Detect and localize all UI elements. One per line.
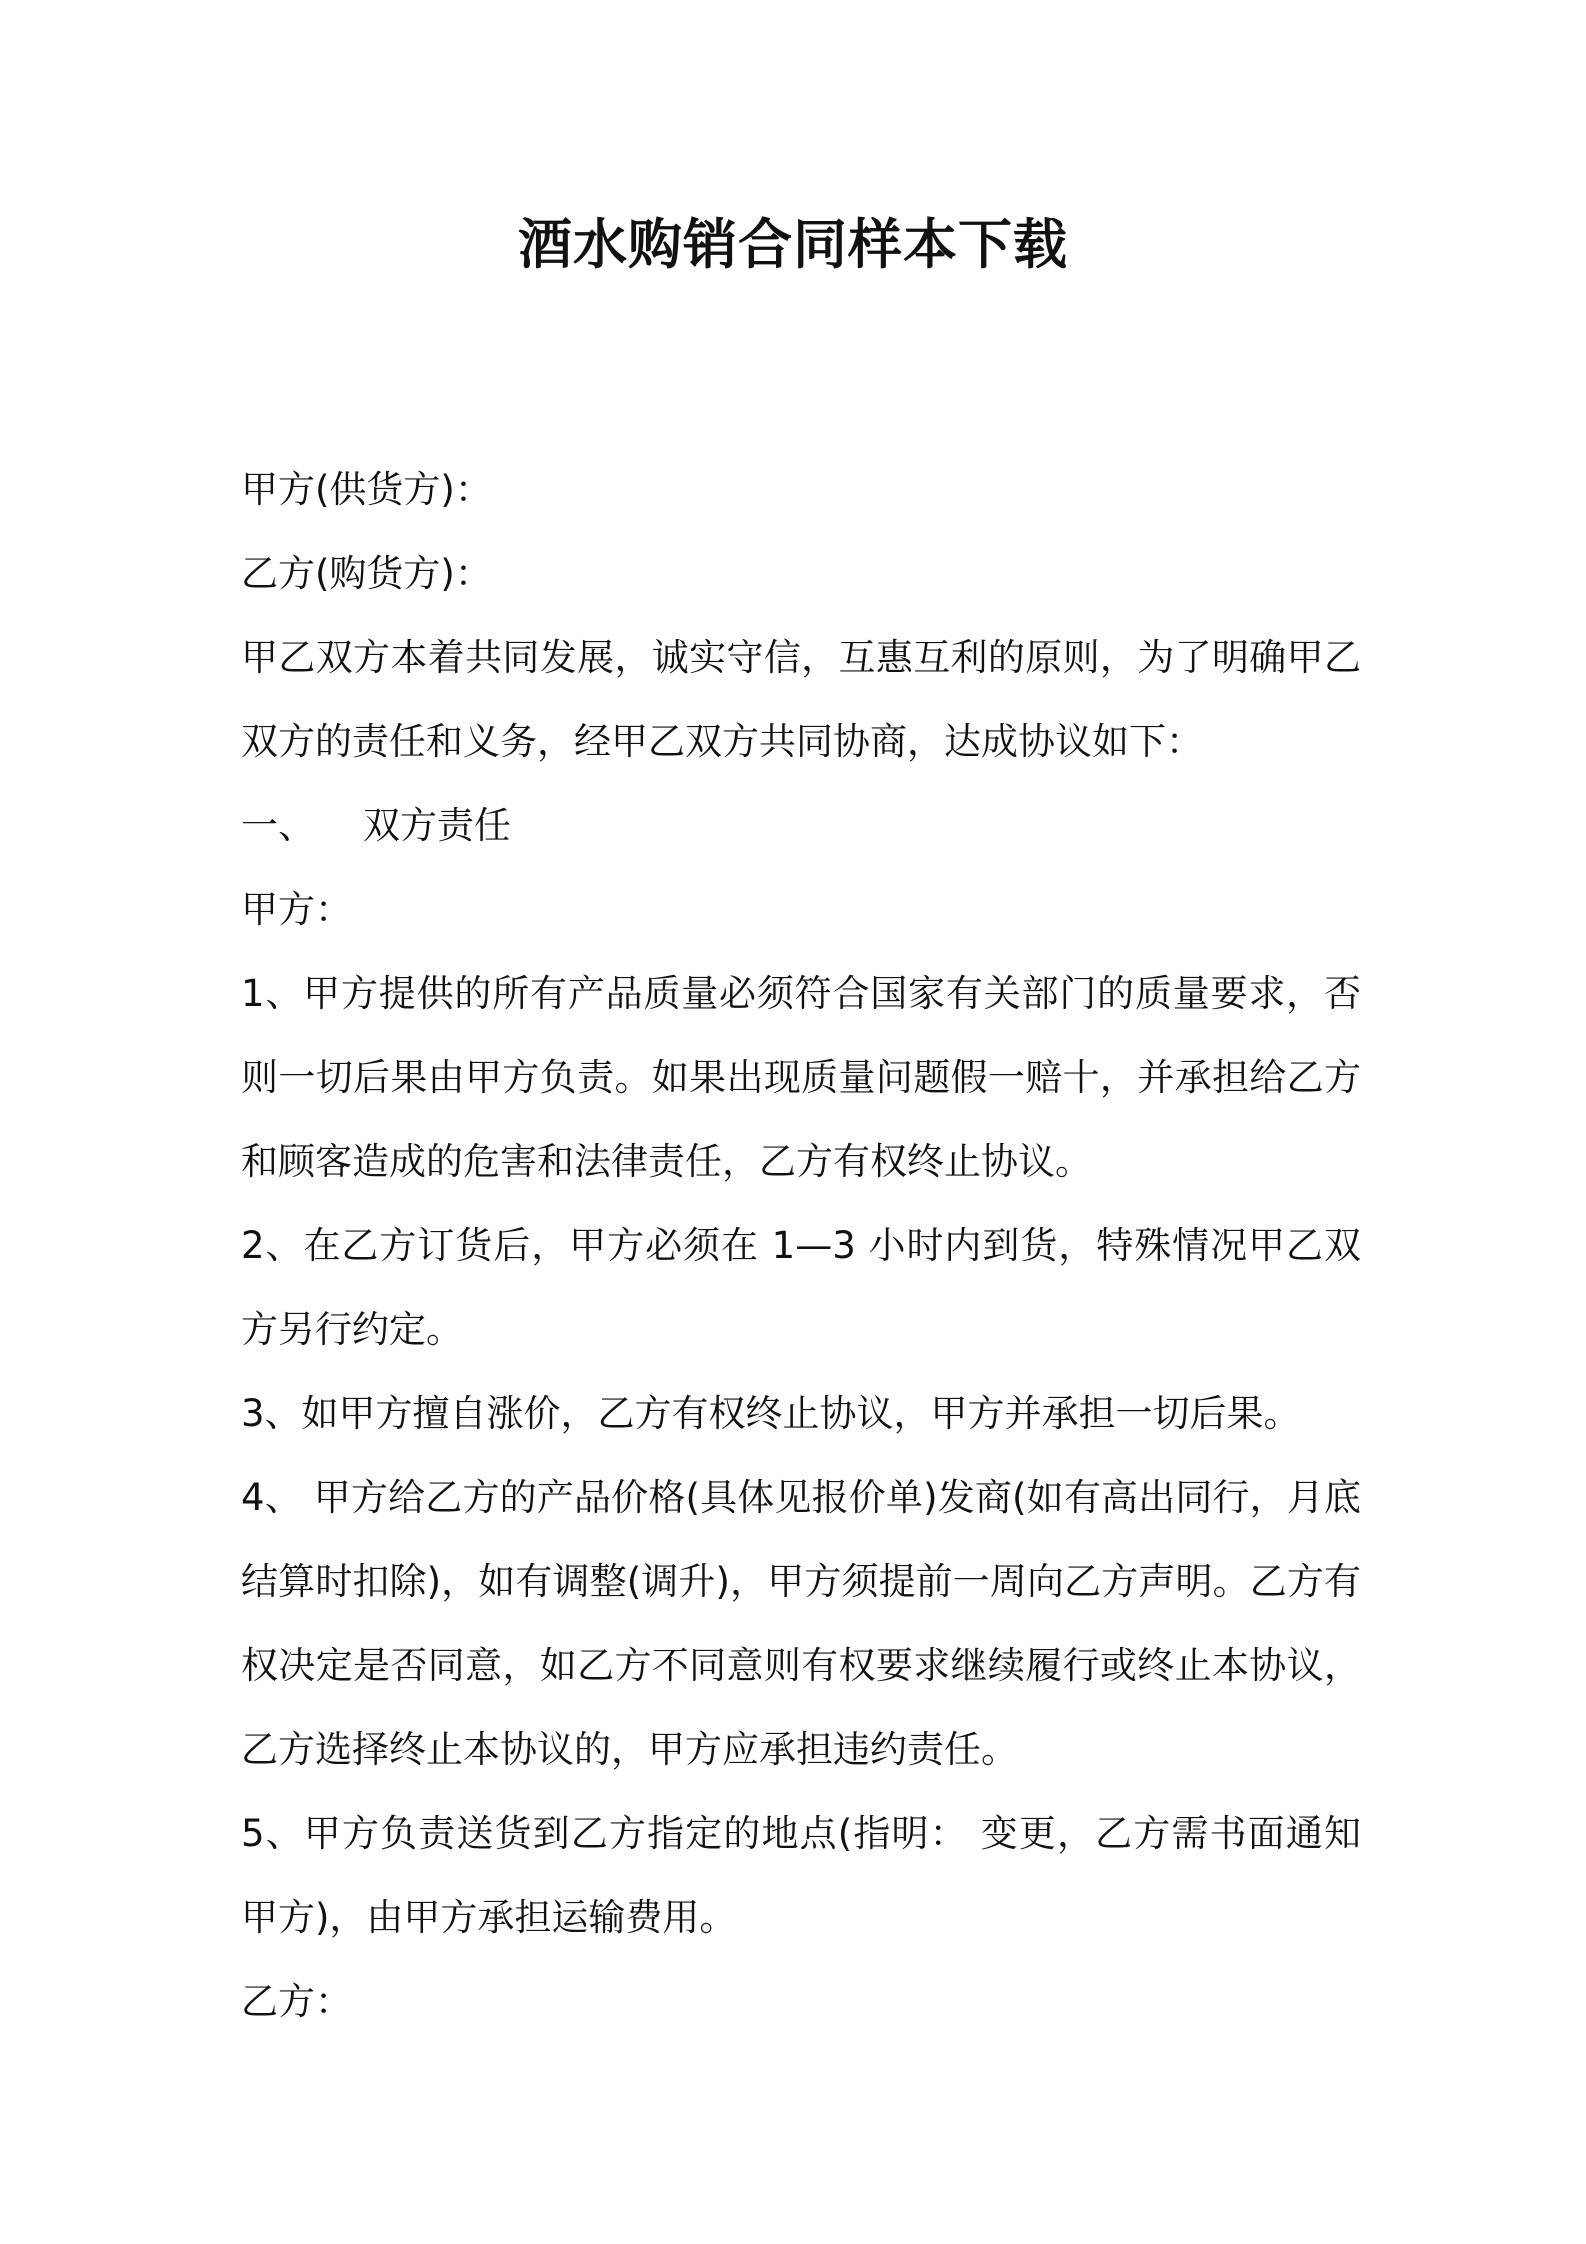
clause-3: 3、如甲方擅自涨价，乙方有权终止协议，甲方并承担一切后果。 <box>241 1392 1301 1435</box>
clause-2: 2、在乙方订货后，甲方必须在 1—3 小时内到货，特殊情况甲乙双方另行约定。 <box>241 1224 1361 1351</box>
party-a-line: 甲方(供货方)： <box>241 468 492 511</box>
party-b-label: 乙方： <box>241 1980 352 2023</box>
section-heading <box>241 784 1361 868</box>
document-title: 酒水购销合同样本下载 <box>518 213 1068 276</box>
clause-1: 1、甲方提供的所有产品质量必须符合国家有关部门的质量要求，否则一切后果由甲方负责。如果出现质量问题假一赔十，并承担给乙方和顾客造成的危害和法律责任，乙方有权终止协议。 <box>241 972 1361 1183</box>
section-title: 双方责任 <box>363 804 511 847</box>
party-b-line: 乙方(购货方)： <box>241 552 492 595</box>
intro-paragraph: 甲乙双方本着共同发展，诚实守信，互惠互利的原则，为了明确甲乙双方的责任和义务，经甲乙双方共同协商，达成协议如下： <box>241 636 1361 763</box>
section-number: 一、 <box>241 804 315 847</box>
party-a-label: 甲方： <box>241 888 352 931</box>
clause-4: 4、 甲方给乙方的产品价格(具体见报价单)发商(如有高出同行，月底结算时扣除)，如有调整(调升)，甲方须提前一周向乙方声明。乙方有权决定是否同意，如乙方不同意则有权要求继续履行或终止本协议，乙方选择终止本协议的，甲方应承担违约责任。 <box>241 1476 1361 1771</box>
document-body <box>241 448 1361 2044</box>
clause-5: 5、甲方负责送货到乙方指定的地点(指明： 变更，乙方需书面通知甲方)，由甲方承担运输费用。 <box>241 1812 1361 1939</box>
